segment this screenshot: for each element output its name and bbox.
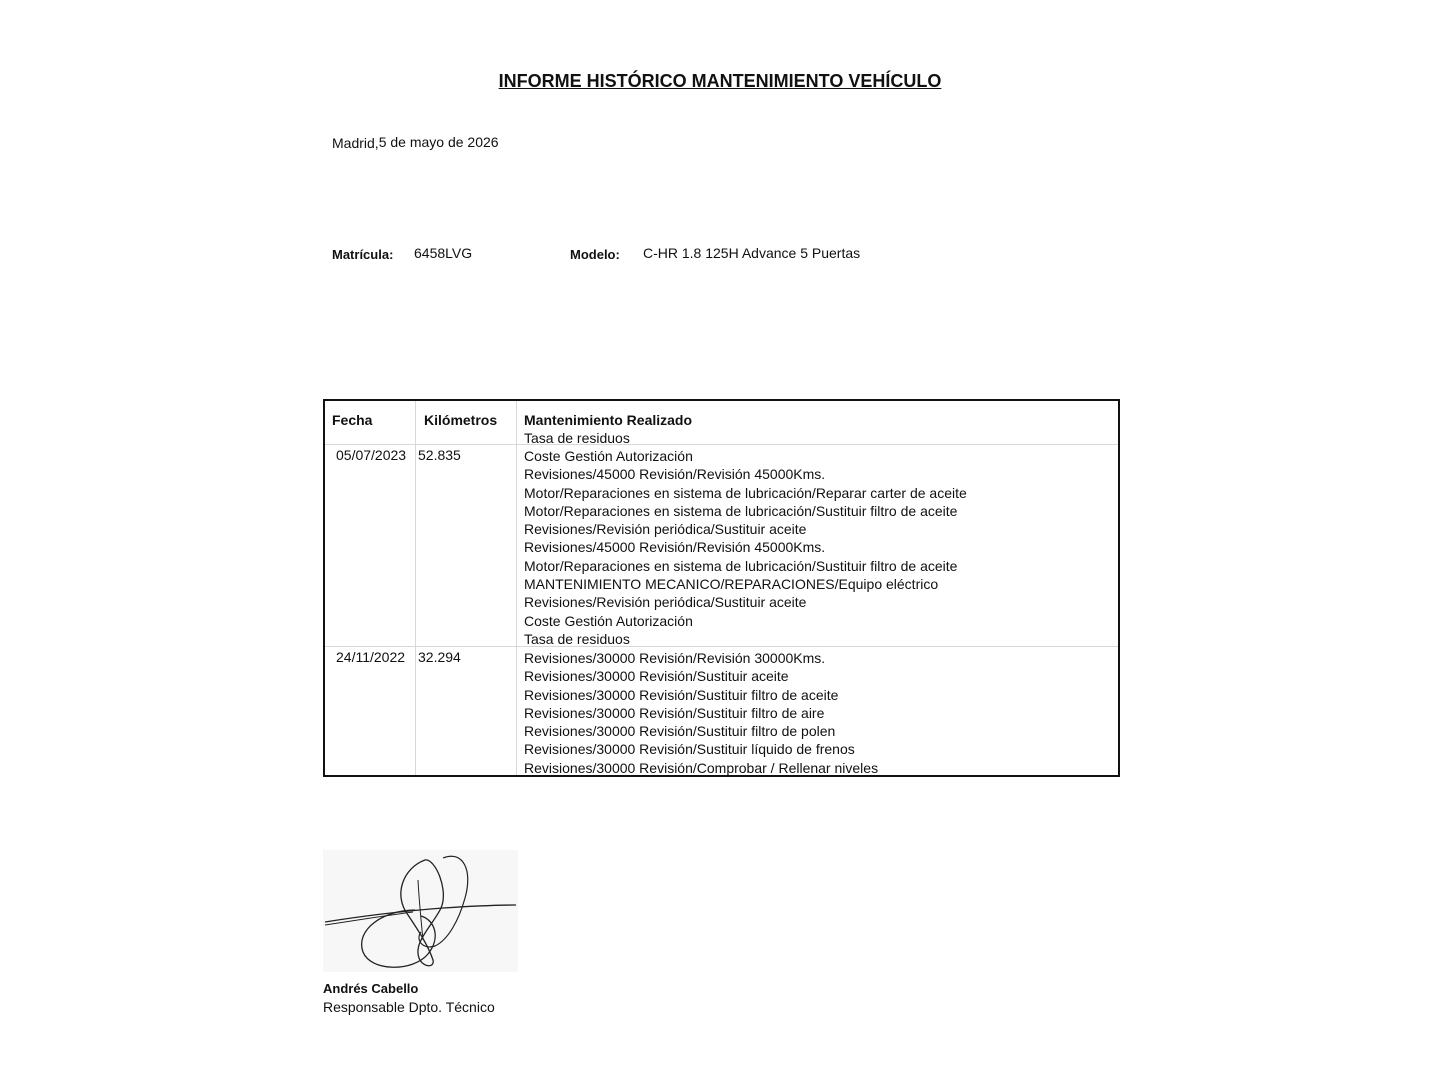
list-item: Revisiones/30000 Revisión/Sustituir líquido de frenos	[524, 741, 855, 758]
place: Madrid,	[332, 135, 379, 151]
report-date: 5 de mayo de 2026	[378, 134, 499, 150]
list-item: Coste Gestión Autorización	[524, 612, 693, 629]
leading-items	[524, 429, 630, 447]
row-1-km: 52.835	[418, 447, 461, 463]
row-1-items	[524, 447, 967, 648]
row-divider	[325, 444, 1118, 445]
document-title: INFORME HISTÓRICO MANTENIMIENTO VEHÍCULO	[498, 71, 942, 91]
signature-image	[323, 850, 518, 972]
plate-value: 6458LVG	[414, 245, 473, 261]
row-1-fecha: 05/07/2023	[336, 447, 407, 463]
signatory-role: Responsable Dpto. Técnico	[323, 999, 495, 1015]
list-item: Motor/Reparaciones en sistema de lubricación/Sustituir filtro de aceite	[524, 502, 958, 519]
list-item: Revisiones/30000 Revisión/Revisión 30000Kms.	[524, 650, 826, 666]
model-value: C-HR 1.8 125H Advance 5 Puertas	[643, 245, 861, 261]
signature-scribble-icon	[323, 850, 518, 972]
list-item: Motor/Reparaciones en sistema de lubricación/Sustituir filtro de aceite	[524, 557, 958, 574]
list-item: Revisiones/Revisión periódica/Sustituir aceite	[524, 521, 807, 538]
list-item: Tasa de residuos	[524, 630, 630, 647]
plate-label: Matrícula:	[332, 247, 394, 262]
list-item: Revisiones/30000 Revisión/Sustituir filtro de polen	[524, 723, 836, 740]
row-2-items	[524, 649, 878, 777]
list-item: Revisiones/45000 Revisión/Revisión 45000Kms.	[524, 466, 826, 483]
model-label: Modelo:	[570, 247, 620, 262]
column-divider	[415, 401, 416, 775]
list-item: Revisiones/30000 Revisión/Sustituir filtro de aire	[524, 704, 825, 721]
signatory-name: Andrés Cabello	[323, 981, 419, 996]
list-item: MANTENIMIENTO MECANICO/REPARACIONES/Equipo eléctrico	[524, 576, 939, 593]
row-2-fecha: 24/11/2022	[336, 649, 406, 665]
list-item: Revisiones/30000 Revisión/Sustituir filtro de aceite	[524, 686, 839, 703]
header-kilometros: Kilómetros	[424, 412, 498, 428]
column-divider	[516, 401, 517, 775]
maintenance-table	[323, 399, 1120, 777]
header-mantenimiento: Mantenimiento Realizado	[524, 412, 693, 428]
list-item: Revisiones/30000 Revisión/Sustituir aceite	[524, 668, 789, 685]
list-item: Tasa de residuos	[524, 430, 630, 446]
header-fecha: Fecha	[332, 412, 373, 428]
list-item: Revisiones/Revisión periódica/Sustituir aceite	[524, 594, 807, 611]
row-2-km: 32.294	[418, 649, 461, 665]
list-item: Revisiones/45000 Revisión/Revisión 45000Kms.	[524, 539, 826, 556]
list-item: Coste Gestión Autorización	[524, 448, 693, 464]
list-item: Revisiones/30000 Revisión/Comprobar / Rellenar niveles	[524, 759, 879, 776]
place-date	[332, 135, 499, 151]
list-item: Motor/Reparaciones en sistema de lubricación/Reparar carter de aceite	[524, 484, 967, 501]
